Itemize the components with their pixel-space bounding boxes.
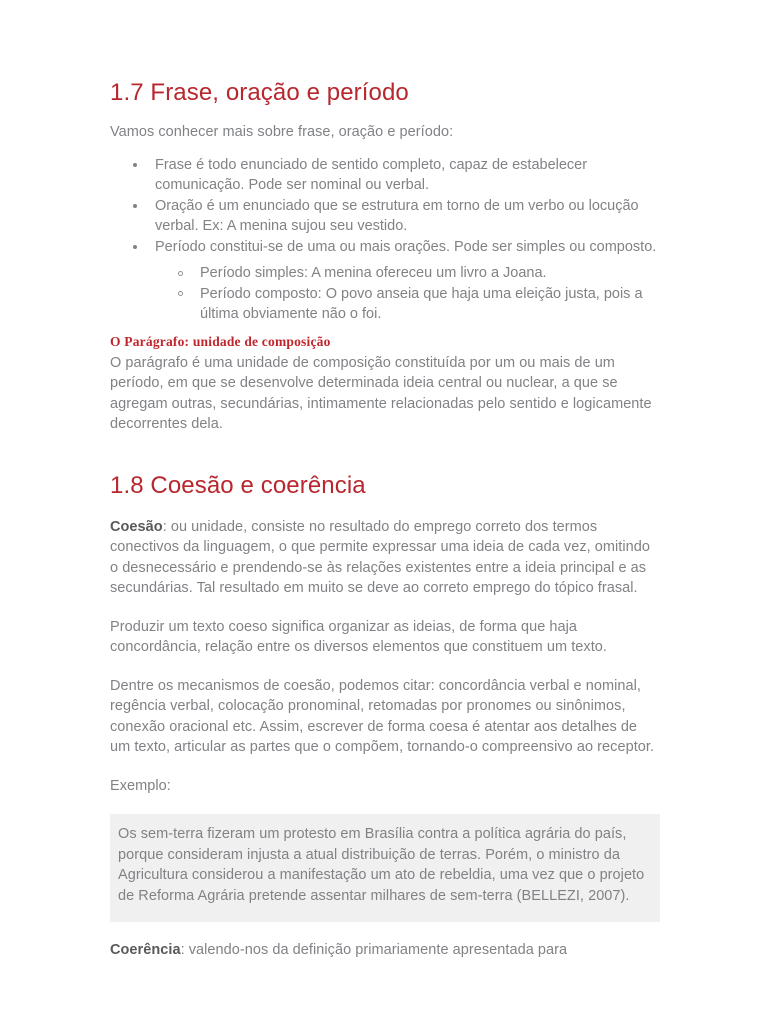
- list-item: [110, 155, 660, 196]
- document-content: [110, 78, 660, 961]
- list-item-text: Período simples: A menina ofereceu um livro a Joana.: [200, 265, 547, 281]
- paragraph-produzir-texto-coeso: Produzir um texto coeso significa organizar as ideias, de forma que haja concordância, relação entre os diversos elementos que constituem um texto.: [110, 618, 607, 655]
- paragraph-mecanismos-de-coesao: Dentre os mecanismos de coesão, podemos citar: concordância verbal e nominal, regência verbal, colocação pronominal, retomadas por pronomes ou sinônimos, conexão oracional etc. Assim, escrever de forma coesa é atentar aos detalhes de um texto, articular as partes que o compõem, tornando-o compreensivo ao receptor.: [110, 677, 655, 755]
- bullet-disc-icon: [133, 163, 137, 167]
- list-item: [110, 237, 660, 258]
- section-heading-1-8: 1.8 Coesão e coerência: [110, 471, 366, 499]
- list-item-text: Frase é todo enunciado de sentido completo, capaz de estabelecer comunicação. Pode ser nominal ou verbal.: [155, 156, 588, 193]
- subheading-o-paragrafo: O Parágrafo: unidade de composição: [110, 333, 331, 349]
- spacer: [110, 325, 660, 333]
- example-quote-block: [110, 814, 660, 922]
- list-item-text: Oração é um enunciado que se estrutura em torno de um verbo ou locução verbal. Ex: A menina sujou seu vestido.: [155, 197, 639, 234]
- list-item: [110, 196, 660, 237]
- list-item-text: Período constitui-se de uma ou mais orações. Pode ser simples ou composto.: [155, 238, 657, 255]
- coesao-paragraph: [110, 517, 660, 599]
- list-item: [110, 263, 660, 284]
- bullet-circle-icon: [178, 271, 183, 276]
- example-quote-text: Os sem-terra fizeram um protesto em Brasília contra a política agrária do país, porque consideram injusta a atual distribuição de terras. Porém, o ministro da Agricultura considerou a manifestação um ato de rebeldia, uma vez que o projeto de Reforma Agrária pretende assentar milhares de sem-terra (BELLEZI, 2007).: [118, 826, 645, 904]
- section-1-7-intro: Vamos conhecer mais sobre frase, oração e período:: [110, 124, 454, 140]
- section-heading-1-7: 1.7 Frase, oração e período: [110, 79, 409, 106]
- example-label: Exemplo:: [110, 777, 171, 794]
- coesao-text: ou unidade, consiste no resultado do emprego correto dos termos conectivos da linguagem, o que permite expressar uma ideia de cada vez, omitindo o desnecessário e prendendo-se às relações existentes entre a ideia principal e as secundárias. Tal resultado em muito se deve ao correto emprego do tópico frasal.: [110, 518, 650, 596]
- bullet-disc-icon: [133, 245, 137, 249]
- list-item-text: Período composto: O povo anseia que haja uma eleição justa, pois a última obviamente não o foi.: [200, 285, 643, 322]
- coesao-term: Coesão: [110, 518, 163, 535]
- coerencia-separator: :: [180, 942, 189, 958]
- frase-oracao-periodo-list: [110, 155, 660, 258]
- coerencia-paragraph: [110, 940, 660, 961]
- bullet-circle-icon: [178, 291, 183, 296]
- list-item: [110, 284, 660, 325]
- coesao-separator: :: [162, 518, 171, 535]
- paragraph-definition-text: O parágrafo é uma unidade de composição constituída por um ou mais de um período, em que se desenvolve determinada ideia central ou nuclear, a que se agregam outras, secundárias, intimamente relacionadas pelo sentido e logicamente decorrentes dela.: [110, 354, 652, 432]
- coerencia-text: valendo-nos da definição primariamente apresentada para: [188, 942, 568, 958]
- coerencia-term: Coerência: [110, 942, 181, 958]
- periodo-sub-list: [110, 263, 660, 325]
- bullet-disc-icon: [133, 204, 137, 208]
